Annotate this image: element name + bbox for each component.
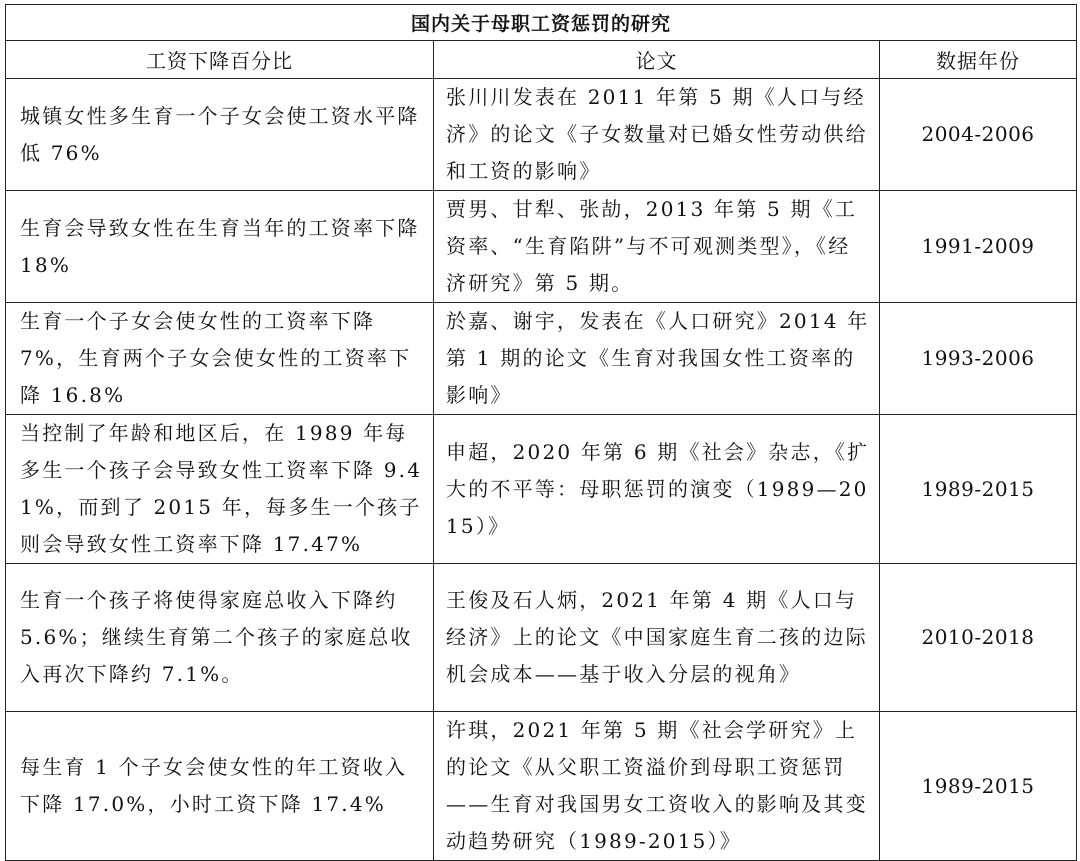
table-row [6, 191, 1077, 303]
decline-cell: 生育会导致女性在生育当年的工资率下降 18% [6, 191, 434, 303]
table-row [6, 79, 1077, 191]
years-cell: 1993-2006 [880, 303, 1077, 415]
decline-cell: 生育一个孩子将使得家庭总收入下降约 5.6%；继续生育第二个孩子的家庭总收入再次下降约 7.1%。 [6, 564, 434, 712]
decline-cell: 每生育 1 个子女会使女性的年工资收入下降 17.0%，小时工资下降 17.4% [6, 712, 434, 861]
table-row [6, 712, 1077, 861]
header-years: 数据年份 [880, 41, 1077, 79]
paper-cell: 贾男、甘犁、张劼，2013 年第 5 期《工资率、“生育陷阱”与不可观测类型》，《经济研究》第 5 期。 [434, 191, 880, 303]
paper-cell: 王俊及石人炳，2021 年第 4 期《人口与经济》上的论文《中国家庭生育二孩的边际机会成本——基于收入分层的视角》 [434, 564, 880, 712]
header-decline: 工资下降百分比 [6, 41, 434, 79]
table-title-row [6, 5, 1077, 41]
decline-cell: 当控制了年龄和地区后，在 1989 年每多生一个孩子会导致女性工资率下降 9.41%，而到了 2015 年，每多生一个孩子则会导致女性工资率下降 17.47% [6, 415, 434, 564]
table-title: 国内关于母职工资惩罚的研究 [6, 5, 1077, 41]
decline-cell: 城镇女性多生育一个子女会使工资水平降低 76% [6, 79, 434, 191]
research-table [5, 4, 1077, 861]
years-cell: 2004-2006 [880, 79, 1077, 191]
table-header-row [6, 41, 1077, 79]
table-row [6, 303, 1077, 415]
table-row [6, 415, 1077, 564]
paper-cell: 张川川发表在 2011 年第 5 期《人口与经济》的论文《子女数量对已婚女性劳动供给和工资的影响》 [434, 79, 880, 191]
header-paper: 论文 [434, 41, 880, 79]
paper-cell: 许琪，2021 年第 5 期《社会学研究》上的论文《从父职工资溢价到母职工资惩罚——生育对我国男女工资收入的影响及其变动趋势研究（1989-2015）》 [434, 712, 880, 861]
paper-cell: 於嘉、谢宇，发表在《人口研究》2014 年第 1 期的论文《生育对我国女性工资率的影响》 [434, 303, 880, 415]
decline-cell: 生育一个子女会使女性的工资率下降 7%，生育两个子女会使女性的工资率下降 16.8% [6, 303, 434, 415]
years-cell: 1989-2015 [880, 712, 1077, 861]
years-cell: 1989-2015 [880, 415, 1077, 564]
years-cell: 2010-2018 [880, 564, 1077, 712]
paper-cell: 申超，2020 年第 6 期《社会》杂志，《扩大的不平等：母职惩罚的演变（1989—2015）》 [434, 415, 880, 564]
table-row [6, 564, 1077, 712]
years-cell: 1991-2009 [880, 191, 1077, 303]
